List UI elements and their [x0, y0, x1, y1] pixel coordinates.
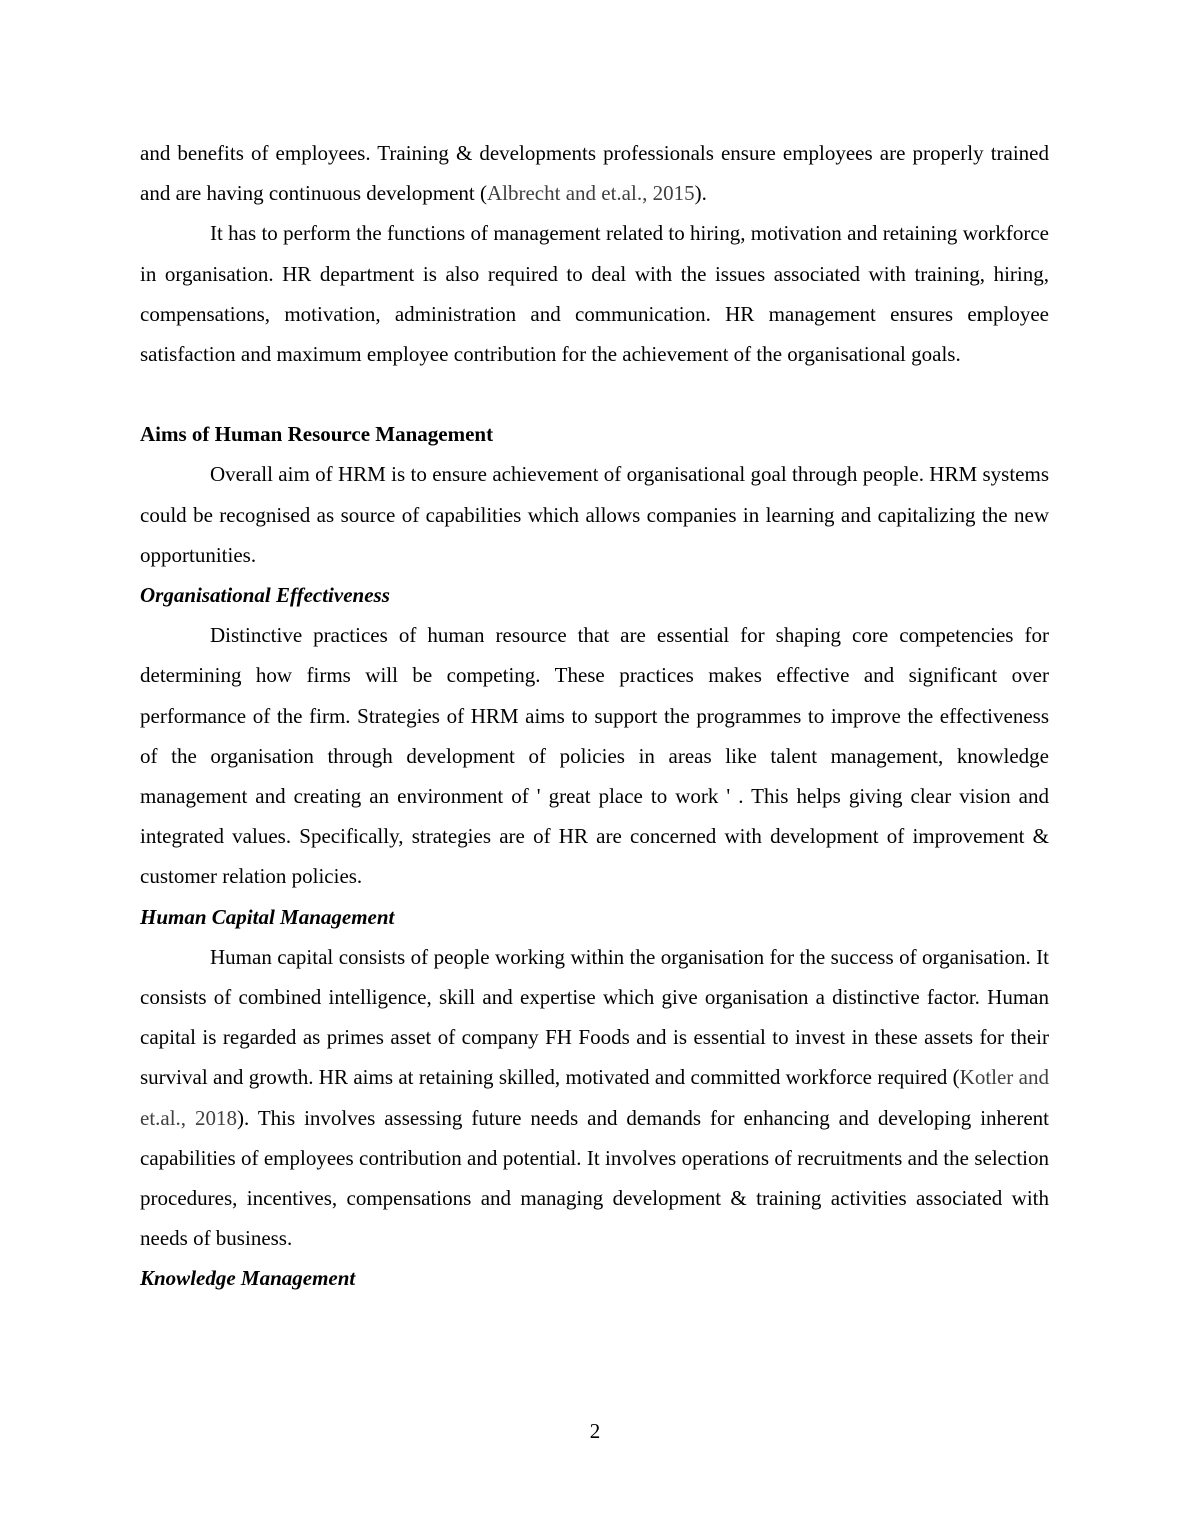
paragraph-hr-functions: It has to perform the functions of management related to hiring, motivation and retaining workforce in organisation. HR department is also required to deal with the issues associated with training, hiring, compensations, motivation, administration and communication. HR management ensures employee satisfaction and maximum employee contribution for the achievement of the organisational goals. — [140, 221, 1049, 367]
paragraph-overall-aim: Overall aim of HRM is to ensure achievement of organisational goal through people. HRM systems could be recognised as source of capabilities which allows companies in learning and capitalizing the new opportunities. — [140, 462, 1049, 567]
paragraph-distinctive-practices: Distinctive practices of human resource that are essential for shaping core competencies for determining how firms will be competing. These practices makes effective and significant over performance of the firm. Strategies of HRM aims to support the programmes to improve the effectiveness of the organisation through development of policies in areas like talent management, knowledge management and creating an environment of ' great place to work ' . This helps giving clear vision and integrated values. Specifically, strategies are of HR are concerned with development of improvement & customer relation policies. — [140, 623, 1049, 889]
citation-albrecht: Albrecht and et.al., 2015 — [486, 181, 695, 206]
paragraph-text: and benefits of employees. Training & developments professionals ensure employees are properly trained and are having continuous development ( — [140, 141, 1049, 206]
paragraph-text: ). This involves assessing future needs and demands for enhancing and developing inherent capabilities of employees contribution and potential. It involves operations of recruitments and the selection procedures, incentives, compensations and managing development & training activities associated with needs of business. — [140, 1105, 1050, 1251]
subheading-human-capital-management: Human Capital Management — [140, 904, 395, 929]
paragraph-text: Human capital consists of people working within the organisation for the success of organisation. It consists of combined intelligence, skill and expertise which give organisation a distinctive factor. Human capital is regarded as primes asset of company FH Foods and is essential to invest in these assets for their survival and growth. HR aims at retaining skilled, motivated and committed workforce required ( — [140, 944, 1049, 1090]
citation-kotler: Kotler and et.al., 2018 — [140, 1065, 1049, 1130]
document-body — [140, 133, 1049, 1299]
paragraph-text: ). — [694, 181, 707, 206]
subheading-knowledge-management: Knowledge Management — [140, 1266, 356, 1291]
paragraph-benefits — [140, 133, 1049, 213]
paragraph-human-capital — [140, 937, 1049, 1259]
subheading-organisational-effectiveness: Organisational Effectiveness — [140, 583, 390, 608]
spacer — [140, 374, 1049, 414]
page-number: 2 — [589, 1419, 601, 1443]
heading-aims-of-hrm: Aims of Human Resource Management — [140, 422, 494, 447]
